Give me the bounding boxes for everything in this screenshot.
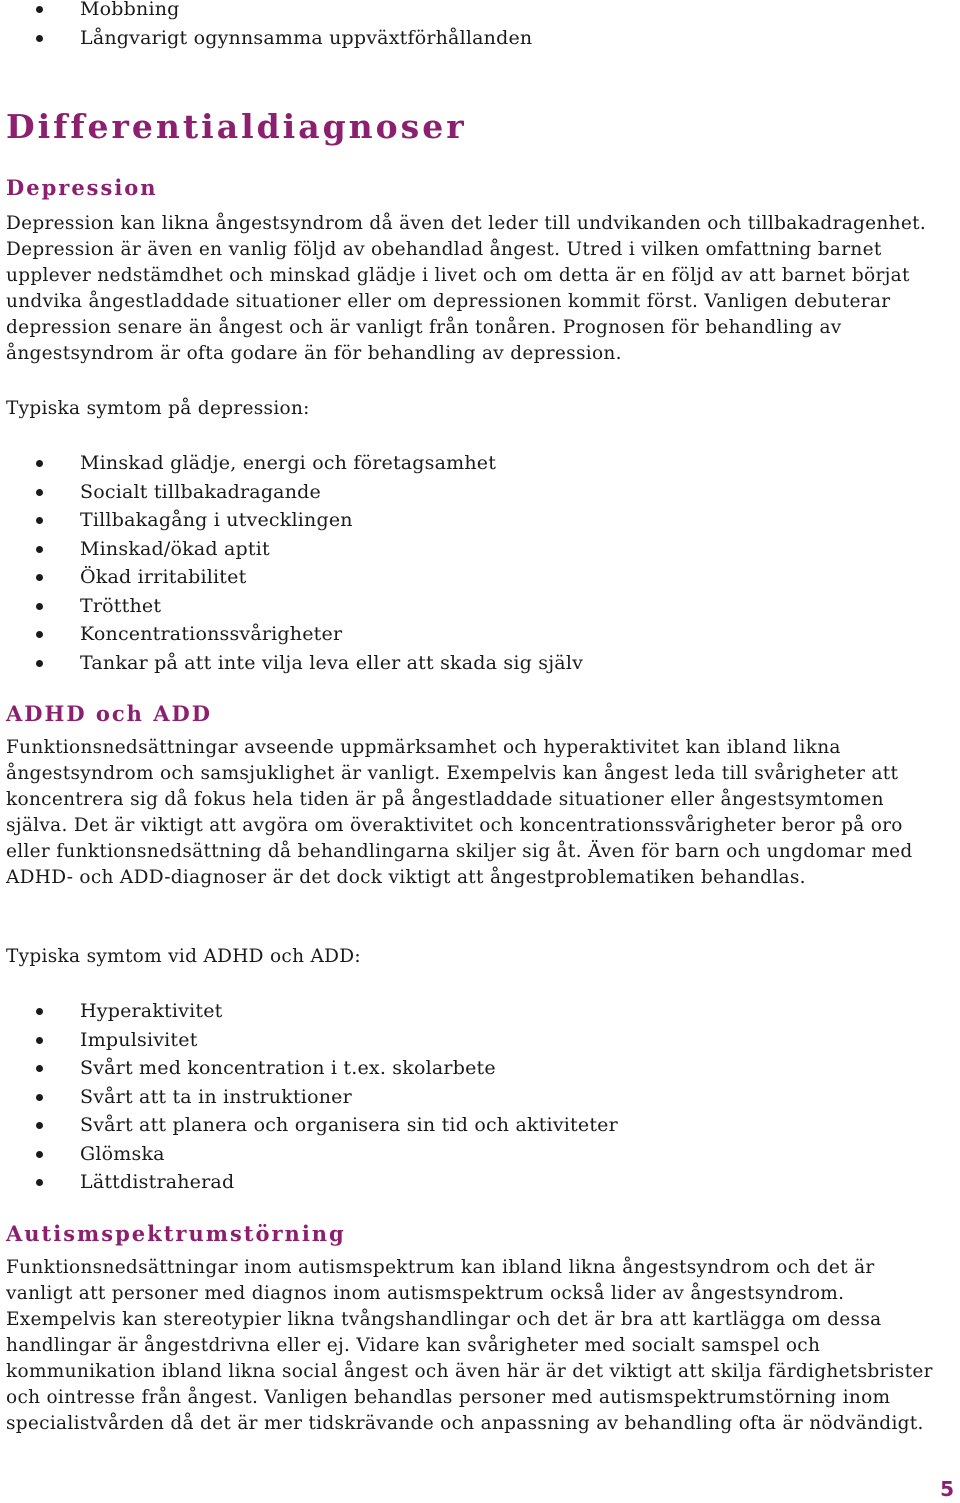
- list-item: Tillbakagång i utvecklingen: [6, 506, 936, 535]
- list-item: Svårt att ta in instruktioner: [6, 1083, 936, 1112]
- top-bullet-list: [6, 0, 936, 52]
- section-heading-depression: Depression: [6, 175, 158, 200]
- bullet-icon: [36, 1037, 43, 1044]
- list-item: Impulsivitet: [6, 1026, 936, 1055]
- list-item: Mobbning: [6, 0, 936, 24]
- bullet-icon: [36, 1179, 43, 1186]
- bullet-icon: [36, 460, 43, 467]
- list-item: Minskad/ökad aptit: [6, 535, 936, 564]
- bullet-icon: [36, 660, 43, 667]
- adhd-symptom-list: [6, 997, 936, 1197]
- adhd-paragraph: Funktionsnedsättningar avseende uppmärksamhet och hyperaktivitet kan ibland likna ångestsyndrom och samsjuklighet är vanligt. Exempelvis kan ångest leda till svårigheter att koncentrera sig då fokus hela tiden är på ångestladdade situationer eller ångestsymtomen själva. Det är viktigt att avgöra om överaktivitet och koncentrationssvårigheter beror på oro eller funktionsnedsättning då behandlingarna skiljer sig åt. Även för barn och ungdomar med ADHD- och ADD-diagnoser är det dock viktigt att ångestproblematiken behandlas.: [6, 737, 913, 888]
- list-item: Tankar på att inte vilja leva eller att skada sig själv: [6, 649, 936, 678]
- bullet-icon: [36, 1122, 43, 1129]
- bullet-icon: [36, 35, 43, 42]
- adhd-symptoms-intro: Typiska symtom vid ADHD och ADD:: [6, 946, 361, 967]
- page-title: Differentialdiagnoser: [6, 107, 467, 146]
- bullet-icon: [36, 546, 43, 553]
- bullet-icon: [36, 489, 43, 496]
- list-item: Svårt med koncentration i t.ex. skolarbete: [6, 1054, 936, 1083]
- bullet-icon: [36, 1151, 43, 1158]
- bullet-icon: [36, 603, 43, 610]
- bullet-icon: [36, 517, 43, 524]
- list-item: Koncentrationssvårigheter: [6, 620, 936, 649]
- autism-paragraph: Funktionsnedsättningar inom autismspektrum kan ibland likna ångestsyndrom och det är vanligt att personer med diagnos inom autismspektrum också lider av ångestsyndrom. Exempelvis kan stereotypier likna tvångshandlingar och det är bra att kartlägga om dessa handlingar är ångestdrivna eller ej. Vidare kan svårigheter med socialt samspel och kommunikation ibland likna social ångest och även här är det viktigt att skilja färdighetsbrister och ointresse från ångest. Vanligen behandlas personer med autismspektrumstörning inom specialistvården då det är mer tidskrävande och anpassning av behandling ofta är nödvändigt.: [6, 1257, 933, 1434]
- bullet-icon: [36, 1094, 43, 1101]
- page-number: 5: [940, 1477, 954, 1501]
- section-heading-adhd: ADHD och ADD: [6, 701, 212, 726]
- depression-symptom-list: [6, 449, 936, 677]
- list-item: Hyperaktivitet: [6, 997, 936, 1026]
- list-item: Lättdistraherad: [6, 1168, 936, 1197]
- list-item: Minskad glädje, energi och företagsamhet: [6, 449, 936, 478]
- list-item: Glömska: [6, 1140, 936, 1169]
- bullet-icon: [36, 574, 43, 581]
- list-item: Långvarigt ogynnsamma uppväxtförhållanden: [6, 24, 936, 53]
- list-item: Ökad irritabilitet: [6, 563, 936, 592]
- section-heading-autism: Autismspektrumstörning: [6, 1221, 346, 1246]
- list-item: Trötthet: [6, 592, 936, 621]
- list-item: Svårt att planera och organisera sin tid och aktiviteter: [6, 1111, 936, 1140]
- bullet-icon: [36, 1008, 43, 1015]
- list-item: Socialt tillbakadragande: [6, 478, 936, 507]
- depression-paragraph: Depression kan likna ångestsyndrom då även det leder till undvikanden och tillbakadragenhet. Depression är även en vanlig följd av obehandlad ångest. Utred i vilken omfattning barnet upplever nedstämdhet och minskad glädje i livet och om detta är en följd av att barnet börjat undvika ångestladdade situationer eller om depressionen kommit först. Vanligen debuterar depression senare än ångest och är vanligt från tonåren. Prognosen för behandling av ångestsyndrom är ofta godare än för behandling av depression.: [6, 213, 927, 364]
- bullet-icon: [36, 6, 43, 13]
- bullet-icon: [36, 1065, 43, 1072]
- depression-symptoms-intro: Typiska symtom på depression:: [6, 398, 310, 419]
- bullet-icon: [36, 631, 43, 638]
